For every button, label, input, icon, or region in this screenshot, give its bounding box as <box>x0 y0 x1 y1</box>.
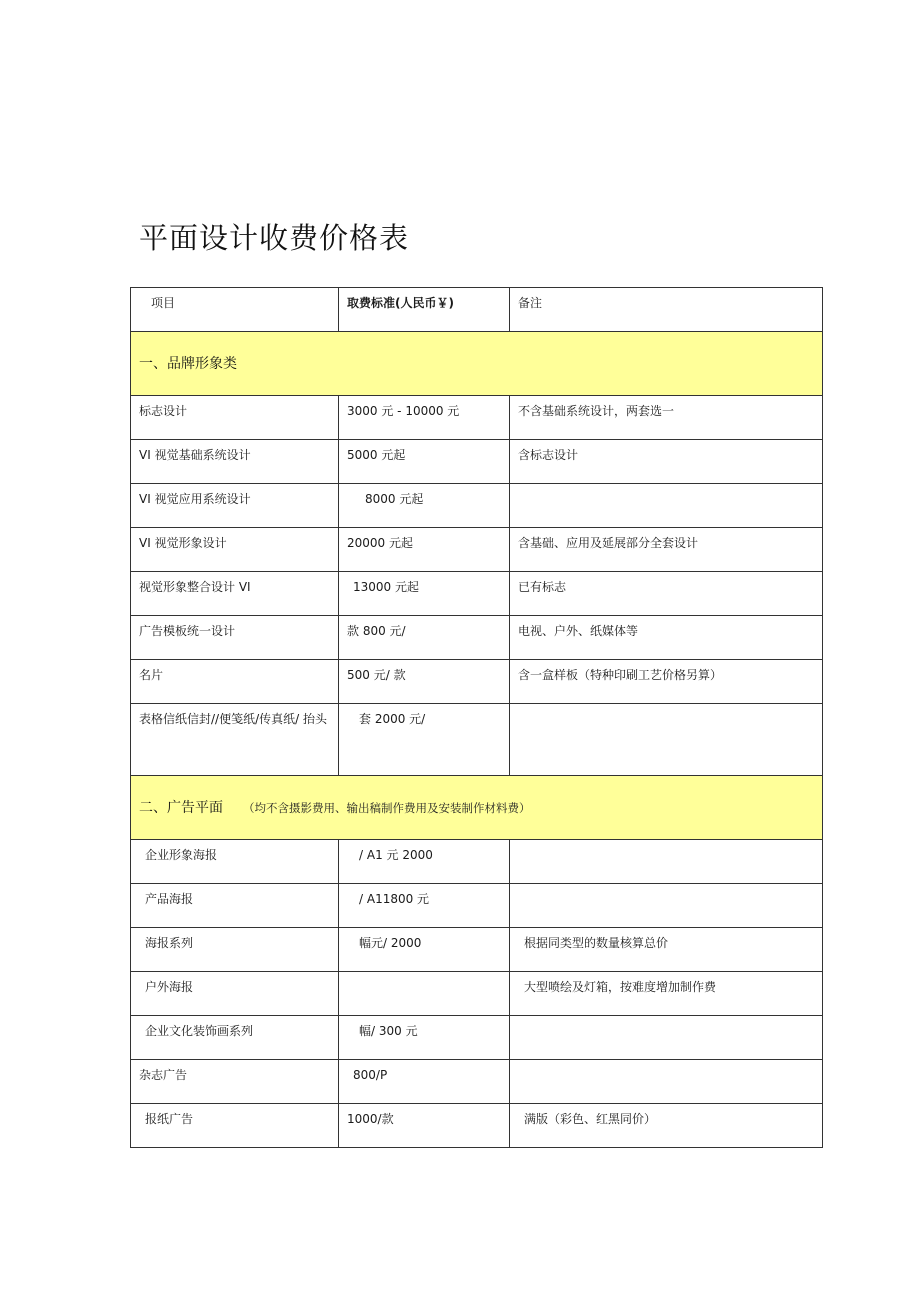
note-cell <box>510 884 823 928</box>
fee-cell: 3000 元 - 10000 元 <box>339 396 510 440</box>
item-cell: 杂志广告 <box>131 1060 339 1104</box>
table-row <box>131 528 823 572</box>
table-row <box>131 884 823 928</box>
fee-cell: 套 2000 元/ <box>339 704 510 776</box>
note-cell: 满版（彩色、红黑同价） <box>510 1104 823 1148</box>
table-row <box>131 1104 823 1148</box>
section-header-brand <box>131 332 823 396</box>
header-fee: 取费标准(人民币￥) <box>339 288 510 332</box>
note-cell <box>510 484 823 528</box>
table-row <box>131 616 823 660</box>
fee-cell: 款 800 元/ <box>339 616 510 660</box>
item-cell: VI 视觉形象设计 <box>131 528 339 572</box>
fee-cell: 1000/款 <box>339 1104 510 1148</box>
item-cell: 广告模板统一设计 <box>131 616 339 660</box>
table-row <box>131 660 823 704</box>
table-row <box>131 440 823 484</box>
item-cell: 报纸广告 <box>131 1104 339 1148</box>
fee-cell: 20000 元起 <box>339 528 510 572</box>
fee-cell: 5000 元起 <box>339 440 510 484</box>
table-row <box>131 928 823 972</box>
fee-cell <box>339 972 510 1016</box>
item-cell: 标志设计 <box>131 396 339 440</box>
note-cell <box>510 1060 823 1104</box>
item-cell: 产品海报 <box>131 884 339 928</box>
note-cell: 含标志设计 <box>510 440 823 484</box>
fee-cell: 幅元/ 2000 <box>339 928 510 972</box>
fee-cell: / A11800 元 <box>339 884 510 928</box>
note-cell: 大型喷绘及灯箱，按难度增加制作费 <box>510 972 823 1016</box>
note-cell: 电视、户外、纸媒体等 <box>510 616 823 660</box>
item-cell: 海报系列 <box>131 928 339 972</box>
item-cell: 户外海报 <box>131 972 339 1016</box>
table-row <box>131 396 823 440</box>
note-cell <box>510 840 823 884</box>
table-row <box>131 972 823 1016</box>
item-cell: 表格信纸信封//便笺纸/传真纸/ 抬头 <box>131 704 339 776</box>
fee-cell: 13000 元起 <box>339 572 510 616</box>
section-header-ad <box>131 776 823 840</box>
fee-cell: 8000 元起 <box>339 484 510 528</box>
note-cell: 根据同类型的数量核算总价 <box>510 928 823 972</box>
fee-cell: 幅/ 300 元 <box>339 1016 510 1060</box>
section-title: 一、品牌形象类 <box>139 355 237 372</box>
table-row <box>131 1016 823 1060</box>
table-row <box>131 704 823 776</box>
item-cell: 企业文化装饰画系列 <box>131 1016 339 1060</box>
item-cell: 视觉形象整合设计 VI <box>131 572 339 616</box>
item-cell: 企业形象海报 <box>131 840 339 884</box>
section-note: （均不含摄影费用、输出稿制作费用及安装制作材料费） <box>243 800 531 815</box>
table-row <box>131 1060 823 1104</box>
header-item: 项目 <box>131 288 339 332</box>
section-title: 二、广告平面 <box>139 799 223 816</box>
table-row <box>131 484 823 528</box>
note-cell <box>510 1016 823 1060</box>
note-cell <box>510 704 823 776</box>
item-cell: 名片 <box>131 660 339 704</box>
table-row <box>131 572 823 616</box>
table-header-row <box>131 288 823 332</box>
fee-cell: 800/P <box>339 1060 510 1104</box>
note-cell: 含一盒样板（特种印刷工艺价格另算） <box>510 660 823 704</box>
fee-table <box>130 287 823 1148</box>
note-cell: 不含基础系统设计，两套选一 <box>510 396 823 440</box>
header-note: 备注 <box>510 288 823 332</box>
fee-cell: 500 元/ 款 <box>339 660 510 704</box>
note-cell: 含基础、应用及延展部分全套设计 <box>510 528 823 572</box>
page-title: 平面设计收费价格表 <box>139 221 410 255</box>
fee-cell: / A1 元 2000 <box>339 840 510 884</box>
item-cell: VI 视觉基础系统设计 <box>131 440 339 484</box>
table-row <box>131 840 823 884</box>
note-cell: 已有标志 <box>510 572 823 616</box>
item-cell: VI 视觉应用系统设计 <box>131 484 339 528</box>
